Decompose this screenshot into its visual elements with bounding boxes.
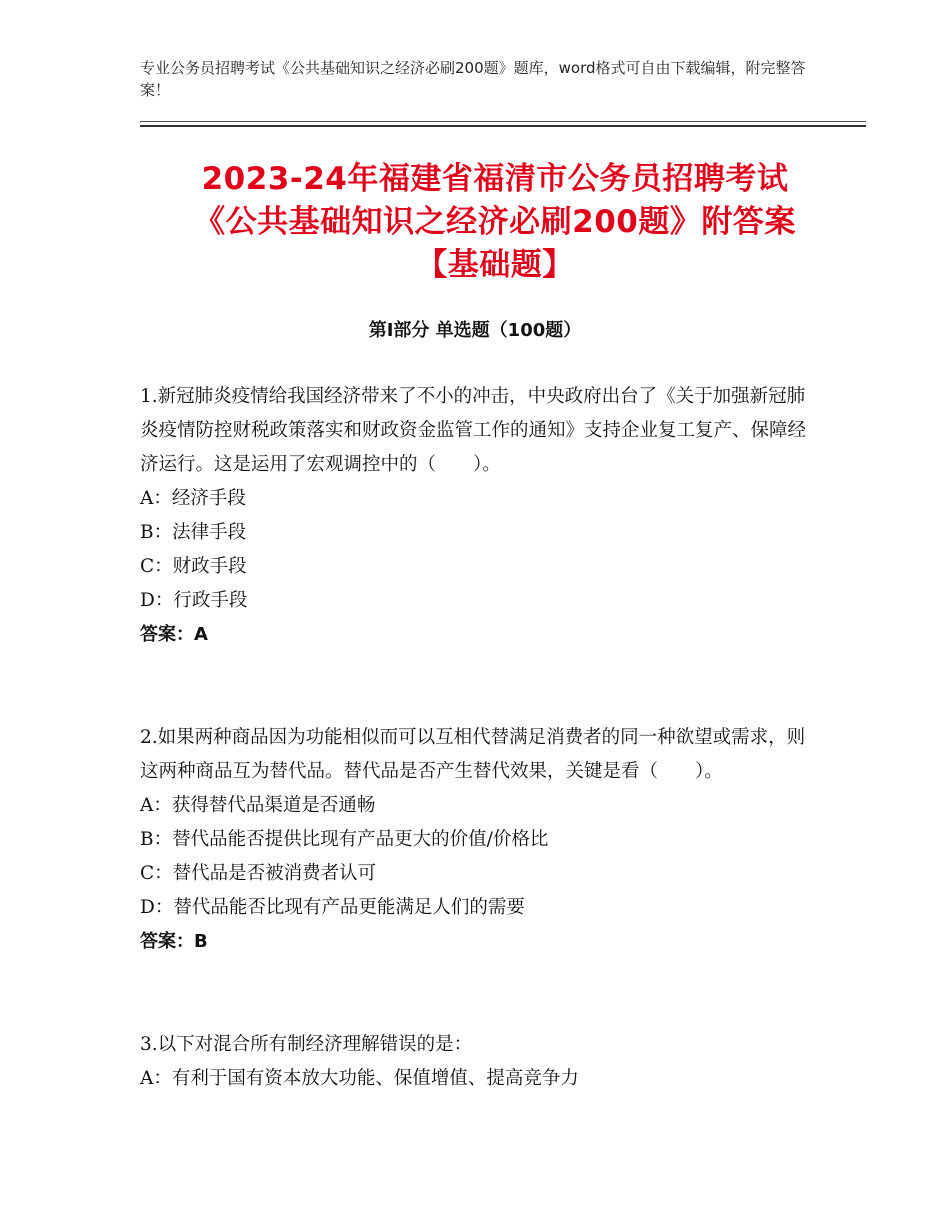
title-line-1: 2023-24年福建省福清市公务员招聘考试 bbox=[201, 161, 789, 197]
answer-label: 答案： bbox=[140, 624, 194, 645]
option-a: A：获得替代品渠道是否通畅 bbox=[140, 795, 376, 816]
option-a: A：有利于国有资本放大功能、保值增值、提高竞争力 bbox=[140, 1068, 579, 1089]
header-note: 专业公务员招聘考试《公共基础知识之经济必刷200题》题库，word格式可自由下载编辑，附完整答案！ bbox=[140, 59, 806, 99]
answer-value: B bbox=[194, 931, 208, 952]
title-line-3: 【基础题】 bbox=[416, 247, 574, 283]
option-a: A：经济手段 bbox=[140, 488, 246, 509]
option-b: B：替代品能否提供比现有产品更大的价值/价格比 bbox=[140, 829, 549, 850]
option-c: C：财政手段 bbox=[140, 556, 247, 577]
question-text: 2.如果两种商品因为功能相似而可以互相代替满足消费者的同一种欲望或需求，则这两种商品互为替代品。替代品是否产生替代效果，关键是看（ ）。 bbox=[140, 727, 806, 782]
question-1 bbox=[140, 380, 820, 652]
option-c: C：替代品是否被消费者认可 bbox=[140, 863, 377, 884]
answer-value: A bbox=[194, 624, 208, 645]
answer-line bbox=[140, 618, 820, 652]
section-heading: 第Ⅰ部分 单选题（100题） bbox=[368, 320, 582, 341]
answer-line bbox=[140, 925, 820, 959]
document-title bbox=[100, 158, 890, 287]
question-text: 3.以下对混合所有制经济理解错误的是： bbox=[140, 1034, 473, 1055]
question-3 bbox=[140, 1028, 820, 1096]
header-rule-thick bbox=[140, 125, 866, 127]
option-d: D：行政手段 bbox=[140, 590, 248, 611]
header-rule-thin bbox=[140, 121, 866, 122]
answer-label: 答案： bbox=[140, 931, 194, 952]
question-2 bbox=[140, 721, 820, 959]
title-line-2: 《公共基础知识之经济必刷200题》附答案 bbox=[194, 204, 796, 240]
option-b: B：法律手段 bbox=[140, 522, 247, 543]
question-text: 1.新冠肺炎疫情给我国经济带来了不小的冲击，中央政府出台了《关于加强新冠肺炎疫情防控财税政策落实和财政资金监管工作的通知》支持企业复工复产、保障经济运行。这是运用了宏观调控中的（ ）。 bbox=[140, 386, 807, 475]
option-d: D：替代品能否比现有产品更能满足人们的需要 bbox=[140, 897, 525, 918]
